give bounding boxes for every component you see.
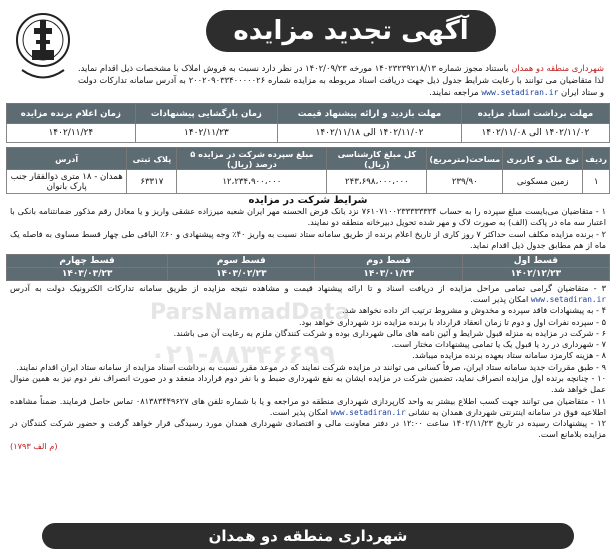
intro-url[interactable]: www.setadiran.ir [481, 88, 559, 97]
ad-header [6, 4, 610, 62]
condition-item: ۵ - سپرده نفرات اول و دوم تا زمان انعقاد قرارداد با برنده مزایده نزد شهرداری خواهد بود. [298, 316, 606, 327]
schedule-header: زمان بازگشایی پیشنهادات [135, 104, 277, 124]
intro-paragraph [78, 62, 604, 99]
conditions-list [6, 206, 610, 252]
condition-item: ۱ - متقاضیان می‌بایست مبلغ سپرده را به حساب ۷۶۱۰۷۱۰۰۲۳۳۳۳۳۳۳۴ نزد بانک قرض الحسنه مهر ایران شعبه میرزاده عشقی واریز و یا معادل رقم مذکور ضمانتنامه بانکی با اعتبار سه ماه در پاکت (الف) به صورت لاک و مهر شده تحویل دبیرخانه منطقه دو نمایند. [10, 206, 606, 228]
watermark-phone: ۰۲۱-۸۸۳۴۶۶۹۹ [150, 340, 336, 370]
footer-banner: شهرداری منطقه دو همدان [42, 523, 574, 549]
property-header: کل مبلغ کارشناسی (ریال) [327, 148, 427, 170]
installment-date: ۱۴۰۳/۰۳/۲۳ [7, 267, 168, 280]
conditions-title: شرایط شرکت در مزایده [248, 195, 368, 206]
intro-body: باستناد مجوز شماره ۱۴۰۲۳۲۳۹۲۱۸/۱۳ مورخه ۱۴۰۲/۰۹/۲۳ در نظر دارد نسبت به فروش املاک با مشخصات ذیل اقدام نماید. لذا متقاضیان می توانند با رعایت شرایط جدول ذیل جهت دریافت اسناد مربوطه به مزایده شماره ۲۰۰۲۰۹۰۳۳۴۰۰۰۰۰۲۶ به آدرس سامانه تدارکات دولت و ستاد ایران [78, 63, 604, 97]
schedule-header: زمان اعلام برنده مزایده [7, 104, 136, 124]
condition-item: ۷ - شهرداری در رد یا قبول یک یا تمامی پیشنهادات مختار است. [391, 339, 606, 350]
property-header: آدرس [7, 148, 127, 170]
condition-item: ۶ - شرکت در مزایده به منزله قبول شرایط و آئین نامه های مالی شهرداری بوده و شرکت کنندگان ملزم به رعایت آن می باشند. [173, 327, 606, 338]
condition-item: ۸ - هزینه کارمزد سامانه ستاد بعهده برنده مزایده میباشد. [412, 350, 606, 361]
property-cell: ۱ [583, 170, 610, 194]
condition-item: ۱۲ - پیشنهادات رسیده در تاریخ ۱۴۰۲/۱۱/۲۳ ساعت ۱۲:۰۰ در دفتر معاونت مالی و اقتصادی شهرداری همدان مورد رسیدگی قرار خواهد گرفت و حضور شرکت کنندگان در مزایده بلامانع است. [10, 418, 606, 440]
property-header: ردیف [583, 148, 610, 170]
ad-code: (م الف ۱۷۹۳) [10, 440, 58, 451]
property-header: نوع ملک و کاربری [503, 148, 583, 170]
property-cell: ۶۳۳۱۷ [127, 170, 177, 194]
property-header: مبلغ سپرده شرکت در مزایده ۵ درصد (ریال) [177, 148, 327, 170]
setad-link[interactable]: www.setadiran.ir [530, 294, 606, 304]
intro-tail: مراجعه نمایند. [429, 87, 482, 97]
installment-header: قسط چهارم [7, 254, 168, 267]
condition-item: ۲ - برنده مزایده مکلف است حداکثر ۷ روز کاری از تاریخ اعلام برنده از طریق سامانه ستاد نسبت به واریز ۴۰٪ وجه پیشنهادی و ۶۰٪ الباقی طی چهار قسط مساوی به فاصله یک ماه از هم مطابق جدول ذیل اقدام نماید. [10, 228, 606, 251]
setad-link[interactable]: www.setadiran.ir [330, 407, 406, 417]
condition-item: ۹ - طبق مقررات جدید سامانه ستاد ایران، صرفاً کسانی می توانند در مزایده شرکت نمایند که در موعد مقرر نسبت به برداشت اسناد مزایده از سامانه ستاد ایران اقدام نمایند. [16, 361, 606, 372]
hamedan-municipality-logo-icon [14, 10, 72, 100]
schedule-header: مهلت بازدید و ارائه پیشنهاد قیمت [278, 104, 462, 124]
property-cell: زمین مسکونی [503, 170, 583, 194]
condition-text: ۳ - متقاضیان گرامی تمامی مراحل مزایده از دریافت اسناد و تا ارائه پیشنهاد قیمت و مشاهده نتیجه مزایده از طریق سامانه تدارکات الکترونیک دولت به آدرس [10, 282, 606, 293]
conditions-list-2 [6, 283, 610, 452]
table-row [7, 170, 610, 194]
property-cell: ۲۴۳،۶۹۸،۰۰۰،۰۰۰ [327, 170, 427, 194]
property-cell: همدان - ۱۸ متری ذوالفقار جنب پارک بانوان [7, 170, 127, 194]
property-cell: ۱۲،۲۳۴،۹۰۰،۰۰۰ [177, 170, 327, 194]
property-cell: ۲۳۹/۹۰ [427, 170, 503, 194]
condition-item [10, 396, 606, 419]
installment-header: قسط سوم [168, 254, 315, 267]
property-header: مساحت(مترمربع) [427, 148, 503, 170]
installment-date: ۱۴۰۳/۰۱/۲۳ [315, 267, 462, 280]
installments-table [6, 254, 610, 281]
installment-date: ۱۴۰۲/۱۲/۲۳ [462, 267, 609, 280]
schedule-cell: ۱۴۰۲/۱۱/۲۴ [7, 124, 136, 143]
schedule-cell: ۱۴۰۲/۱۱/۲۳ [135, 124, 277, 143]
intro-org: شهرداری منطقه دو همدان [511, 63, 604, 73]
schedule-header: مهلت برداشت اسناد مزایده [461, 104, 609, 124]
property-table [6, 147, 610, 194]
ad-title: آگهی تجدید مزایده [206, 10, 496, 52]
condition-text: ۱۱ - متقاضیان می توانند جهت کسب اطلاع بیشتر به واحد کارپردازی شهرداری منطقه دو مراجعه و یا با شماره تلفن های ۰۸۱۳۸۳۴۴۹۶۲۷ تماس حاصل فرمایند. ضمناً مشاهده اطلاعیه فوق در سامانه اینترنتی شهرداری همدان به نشانی [10, 395, 606, 417]
watermark-text: ParsNamadData [150, 300, 350, 325]
table-row [7, 124, 610, 143]
condition-item: ۴ - به پیشنهادات فاقد سپرده و مخدوش و مشروط ترتیب اثر داده نخواهد شد. [342, 305, 606, 316]
property-header: پلاک ثبتی [127, 148, 177, 170]
condition-text: امکان پذیر است. [269, 406, 331, 417]
schedule-table [6, 103, 610, 143]
table-row [7, 267, 610, 280]
condition-item: ۱۰ - چنانچه برنده اول مزایده انصراف نماید، تضمین شرکت در مزایده ایشان به نفع شهرداری ضبط و با نفر دوم قرارداد منعقد و در صورت انصراف نفر دوم نیز به همین منوال عمل خواهد شد. [10, 373, 606, 395]
condition-text: امکان پذیر است. [470, 293, 531, 304]
installment-date: ۱۴۰۳/۰۲/۲۳ [168, 267, 315, 280]
schedule-cell: ۱۴۰۲/۱۱/۰۲ الی ۱۴۰۲/۱۱/۰۸ [461, 124, 609, 143]
condition-item [10, 283, 606, 306]
installment-header: قسط دوم [315, 254, 462, 267]
schedule-cell: ۱۴۰۲/۱۱/۰۲ الی ۱۴۰۲/۱۱/۱۸ [278, 124, 462, 143]
installment-header: قسط اول [462, 254, 609, 267]
